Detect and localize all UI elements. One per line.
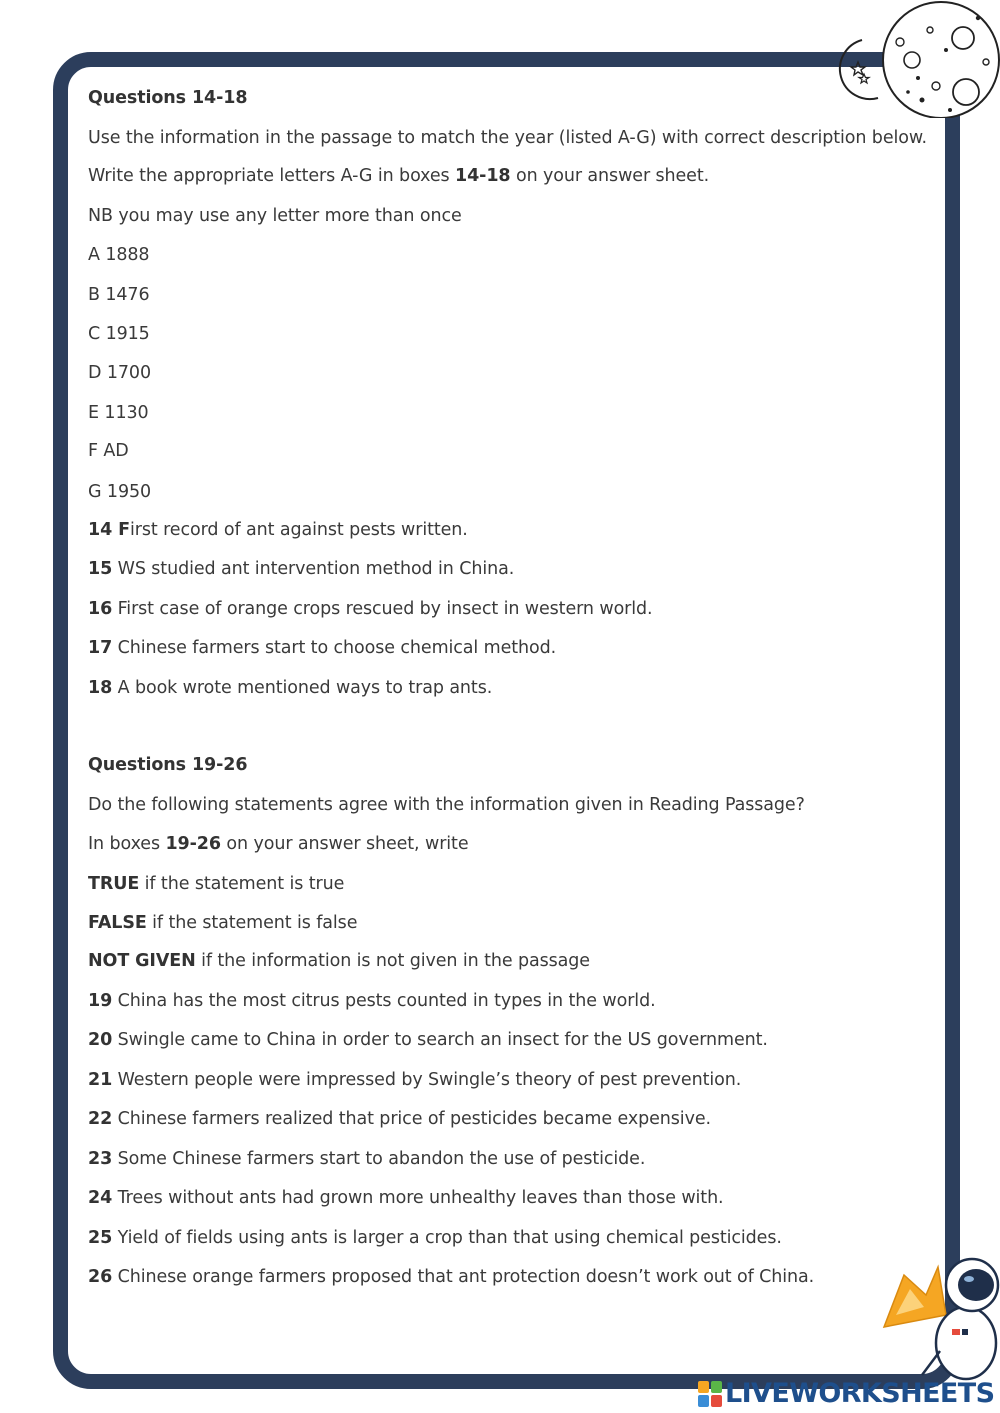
section1-heading: Questions 14-18 [88,88,248,108]
section2-instruction1: Do the following statements agree with the information given in Reading Passage? [88,795,805,815]
question-19: 19 China has the most citrus pests counted in types in the world. [88,991,656,1011]
astronaut-decoration-icon [876,1255,1000,1385]
question-23: 23 Some Chinese farmers start to abandon the use of pesticide. [88,1149,646,1169]
section1-instruction2: Write the appropriate letters A-G in boxes 14-18 on your answer sheet. [88,166,710,186]
option-b: B 1476 [88,285,150,305]
option-e: E 1130 [88,403,149,423]
question-25: 25 Yield of fields using ants is larger a crop than that using chemical pesticides. [88,1228,782,1248]
question-22: 22 Chinese farmers realized that price of pesticides became expensive. [88,1109,711,1129]
section1-note: NB you may use any letter more than once [88,206,462,226]
question-17: 17 Chinese farmers start to choose chemical method. [88,638,557,658]
question-20: 20 Swingle came to China in order to search an insect for the US government. [88,1030,768,1050]
question-16: 16 First case of orange crops rescued by insect in western world. [88,599,653,619]
liveworksheets-logo [698,1377,1000,1411]
question-14: 14 First record of ant against pests written. [88,520,468,540]
option-a: A 1888 [88,245,150,265]
option-c: C 1915 [88,324,150,344]
question-26: 26 Chinese orange farmers proposed that ant protection doesn’t work out of China. [88,1267,815,1287]
true-definition: TRUE if the statement is true [88,874,345,894]
false-definition: FALSE if the statement is false [88,913,358,933]
section2-instruction2: In boxes 19-26 on your answer sheet, write [88,834,469,854]
question-15: 15 WS studied ant intervention method in China. [88,559,515,579]
question-21: 21 Western people were impressed by Swingle’s theory of pest prevention. [88,1070,742,1090]
section1-instruction1: Use the information in the passage to match the year (listed A-G) with correct description below. [88,128,927,148]
question-18: 18 A book wrote mentioned ways to trap ants. [88,678,493,698]
moon-decoration-icon [818,0,1000,118]
option-g: G 1950 [88,482,152,502]
liveworksheets-badge-icon [698,1381,722,1407]
section2-heading: Questions 19-26 [88,755,248,775]
question-24: 24 Trees without ants had grown more unhealthy leaves than those with. [88,1188,724,1208]
liveworksheets-wordmark: LIVEWORKSHEETS [725,1378,995,1409]
option-f: F AD [88,441,129,461]
not-given-definition: NOT GIVEN if the information is not given in the passage [88,951,590,971]
option-d: D 1700 [88,363,151,383]
